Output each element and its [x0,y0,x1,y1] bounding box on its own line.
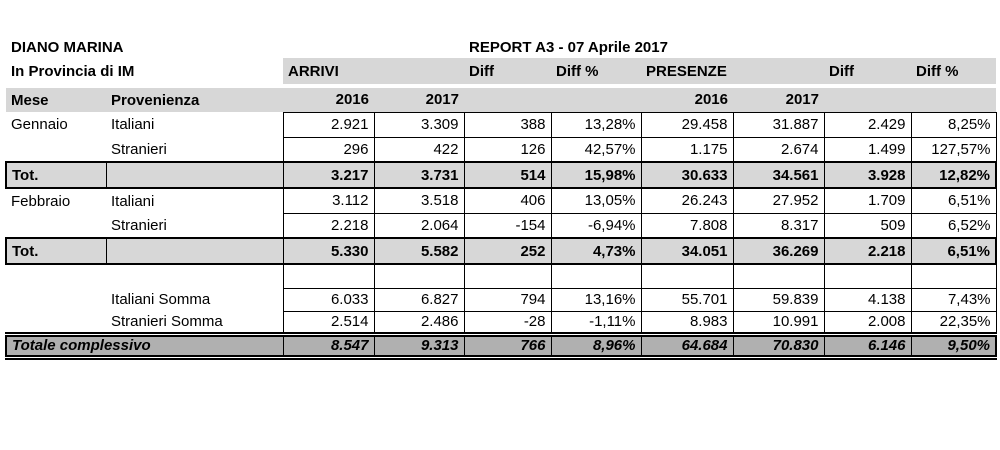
col-header-presenze: PRESENZE [641,58,824,84]
cell-value: 6,52% [911,213,996,238]
cell-mese [6,213,106,238]
row-gennaio-stranieri [6,137,996,162]
column-header-row [6,88,996,112]
header-empty-cell [911,88,996,112]
row-febbraio-stranieri [6,213,996,238]
row-tot-febbraio [6,238,996,264]
cell-value: 8.317 [733,213,824,238]
row-spacer [6,264,996,288]
cell-value: 3.309 [374,112,464,137]
cell-empty [911,264,996,288]
year-header-arrivi-2016: 2016 [283,88,374,112]
header-empty-cell [824,88,911,112]
col-header-diffpct-arrivi: Diff % [551,58,641,84]
cell-value: 6.033 [283,288,374,311]
cell-provenienza: Stranieri [111,140,167,158]
cell-provenienza: Italiani Somma [111,291,211,308]
col-header-provenienza: Provenienza [106,88,283,112]
row-gennaio-italiani [6,112,996,137]
col-header-diff-presenze: Diff [824,58,911,84]
cell-empty [464,264,551,288]
cell-empty [6,264,106,288]
cell-value: 2.514 [283,311,374,334]
cell-value: 6.827 [374,288,464,311]
cell-value: 8,25% [911,112,996,137]
cell-value: 127,57% [911,137,996,162]
cell-value: -1,11% [551,311,641,334]
cell-empty [106,264,283,288]
cell-value: 55.701 [641,288,733,311]
cell-value: 9,50% [911,334,996,357]
cell-value: 15,98% [551,162,641,188]
cell-value: -6,94% [551,213,641,238]
title-spacer [283,36,464,58]
header-empty-cell [551,88,641,112]
cell-value: 422 [374,137,464,162]
cell-value: 509 [824,213,911,238]
report-title: REPORT A3 - 07 Aprile 2017 [469,38,668,56]
cell-provenienza: Italiani [111,116,155,133]
cell-value: 22,35% [911,311,996,334]
cell-value: 2.218 [824,238,911,264]
cell-value: 6,51% [911,188,996,213]
cell-value: 3.928 [824,162,911,188]
cell-value: 9.313 [374,334,464,357]
col-header-diff-arrivi: Diff [464,58,551,84]
cell-value: 42,57% [551,137,641,162]
cell-value: 2.218 [283,213,374,238]
cell-empty [106,238,283,264]
cell-value: 7,43% [911,288,996,311]
cell-value: 406 [464,188,551,213]
cell-value: 2.486 [374,311,464,334]
cell-total-label: Tot. [6,162,106,188]
cell-value: 27.952 [733,188,824,213]
row-stranieri-somma [6,311,996,334]
cell-mese [6,311,106,334]
cell-value: 70.830 [733,334,824,357]
cell-value: 6,51% [911,238,996,264]
report-table [5,36,997,360]
cell-empty [106,162,283,188]
cell-value: 34.561 [733,162,824,188]
cell-value: 13,16% [551,288,641,311]
cell-total-label: Tot. [6,238,106,264]
cell-provenienza: Stranieri Somma [111,312,223,330]
cell-value: 34.051 [641,238,733,264]
cell-value: 64.684 [641,334,733,357]
cell-empty [551,264,641,288]
cell-value: 8.547 [283,334,374,357]
cell-value: 10.991 [733,311,824,334]
cell-value: 5.582 [374,238,464,264]
cell-value: 514 [464,162,551,188]
cell-value: 6.146 [824,334,911,357]
cell-value: 126 [464,137,551,162]
cell-value: 3.731 [374,162,464,188]
cell-mese: Gennaio [11,116,68,133]
cell-value: 2.674 [733,137,824,162]
row-italiani-somma [6,288,996,311]
cell-value: 13,05% [551,188,641,213]
cell-value: 1.709 [824,188,911,213]
cell-value: 1.175 [641,137,733,162]
cell-value: 7.808 [641,213,733,238]
cell-mese [6,137,106,162]
cell-provenienza: Stranieri [111,216,167,234]
cell-value: 59.839 [733,288,824,311]
cell-mese [6,288,106,311]
cell-empty [374,264,464,288]
cell-value: 4.138 [824,288,911,311]
cell-value: 30.633 [641,162,733,188]
cell-value: 4,73% [551,238,641,264]
cell-value: 8.983 [641,311,733,334]
cell-value: 36.269 [733,238,824,264]
cell-value: 8,96% [551,334,641,357]
cell-value: 3.518 [374,188,464,213]
cell-value: 252 [464,238,551,264]
cell-empty [824,264,911,288]
header-empty-cell [464,88,551,112]
cell-grand-total-label: Totale complessivo [6,334,283,357]
cell-value: 296 [283,137,374,162]
row-totale-complessivo [6,334,996,357]
row-tot-gennaio [6,162,996,188]
year-header-arrivi-2017: 2017 [374,88,464,112]
cell-value: 5.330 [283,238,374,264]
cell-value: 794 [464,288,551,311]
title-spacer [733,36,996,58]
title-row [6,36,996,58]
cell-empty [641,264,733,288]
cell-empty [733,264,824,288]
col-header-arrivi: ARRIVI [283,58,464,84]
province-subtitle: In Provincia di IM [11,62,135,80]
col-header-mese: Mese [6,88,106,112]
cell-value: 2.064 [374,213,464,238]
cell-value: 2.429 [824,112,911,137]
row-febbraio-italiani [6,188,996,213]
cell-value: -28 [464,311,551,334]
cell-value: 2.921 [283,112,374,137]
cell-value: 2.008 [824,311,911,334]
col-header-diffpct-presenze: Diff % [911,58,996,84]
column-group-header-row [6,58,996,84]
cell-value: 12,82% [911,162,996,188]
cell-value: 29.458 [641,112,733,137]
cell-value: 26.243 [641,188,733,213]
location-title: DIANO MARINA [11,38,124,56]
cell-value: 3.112 [283,188,374,213]
cell-value: 31.887 [733,112,824,137]
year-header-presenze-2016: 2016 [641,88,733,112]
cell-provenienza: Italiani [111,192,155,210]
cell-value: 3.217 [283,162,374,188]
cell-empty [283,264,374,288]
cell-value: 388 [464,112,551,137]
report-page [5,36,1000,360]
cell-mese: Febbraio [11,192,71,210]
cell-value: -154 [464,213,551,238]
cell-value: 766 [464,334,551,357]
year-header-presenze-2017: 2017 [733,88,824,112]
cell-value: 13,28% [551,112,641,137]
cell-value: 1.499 [824,137,911,162]
